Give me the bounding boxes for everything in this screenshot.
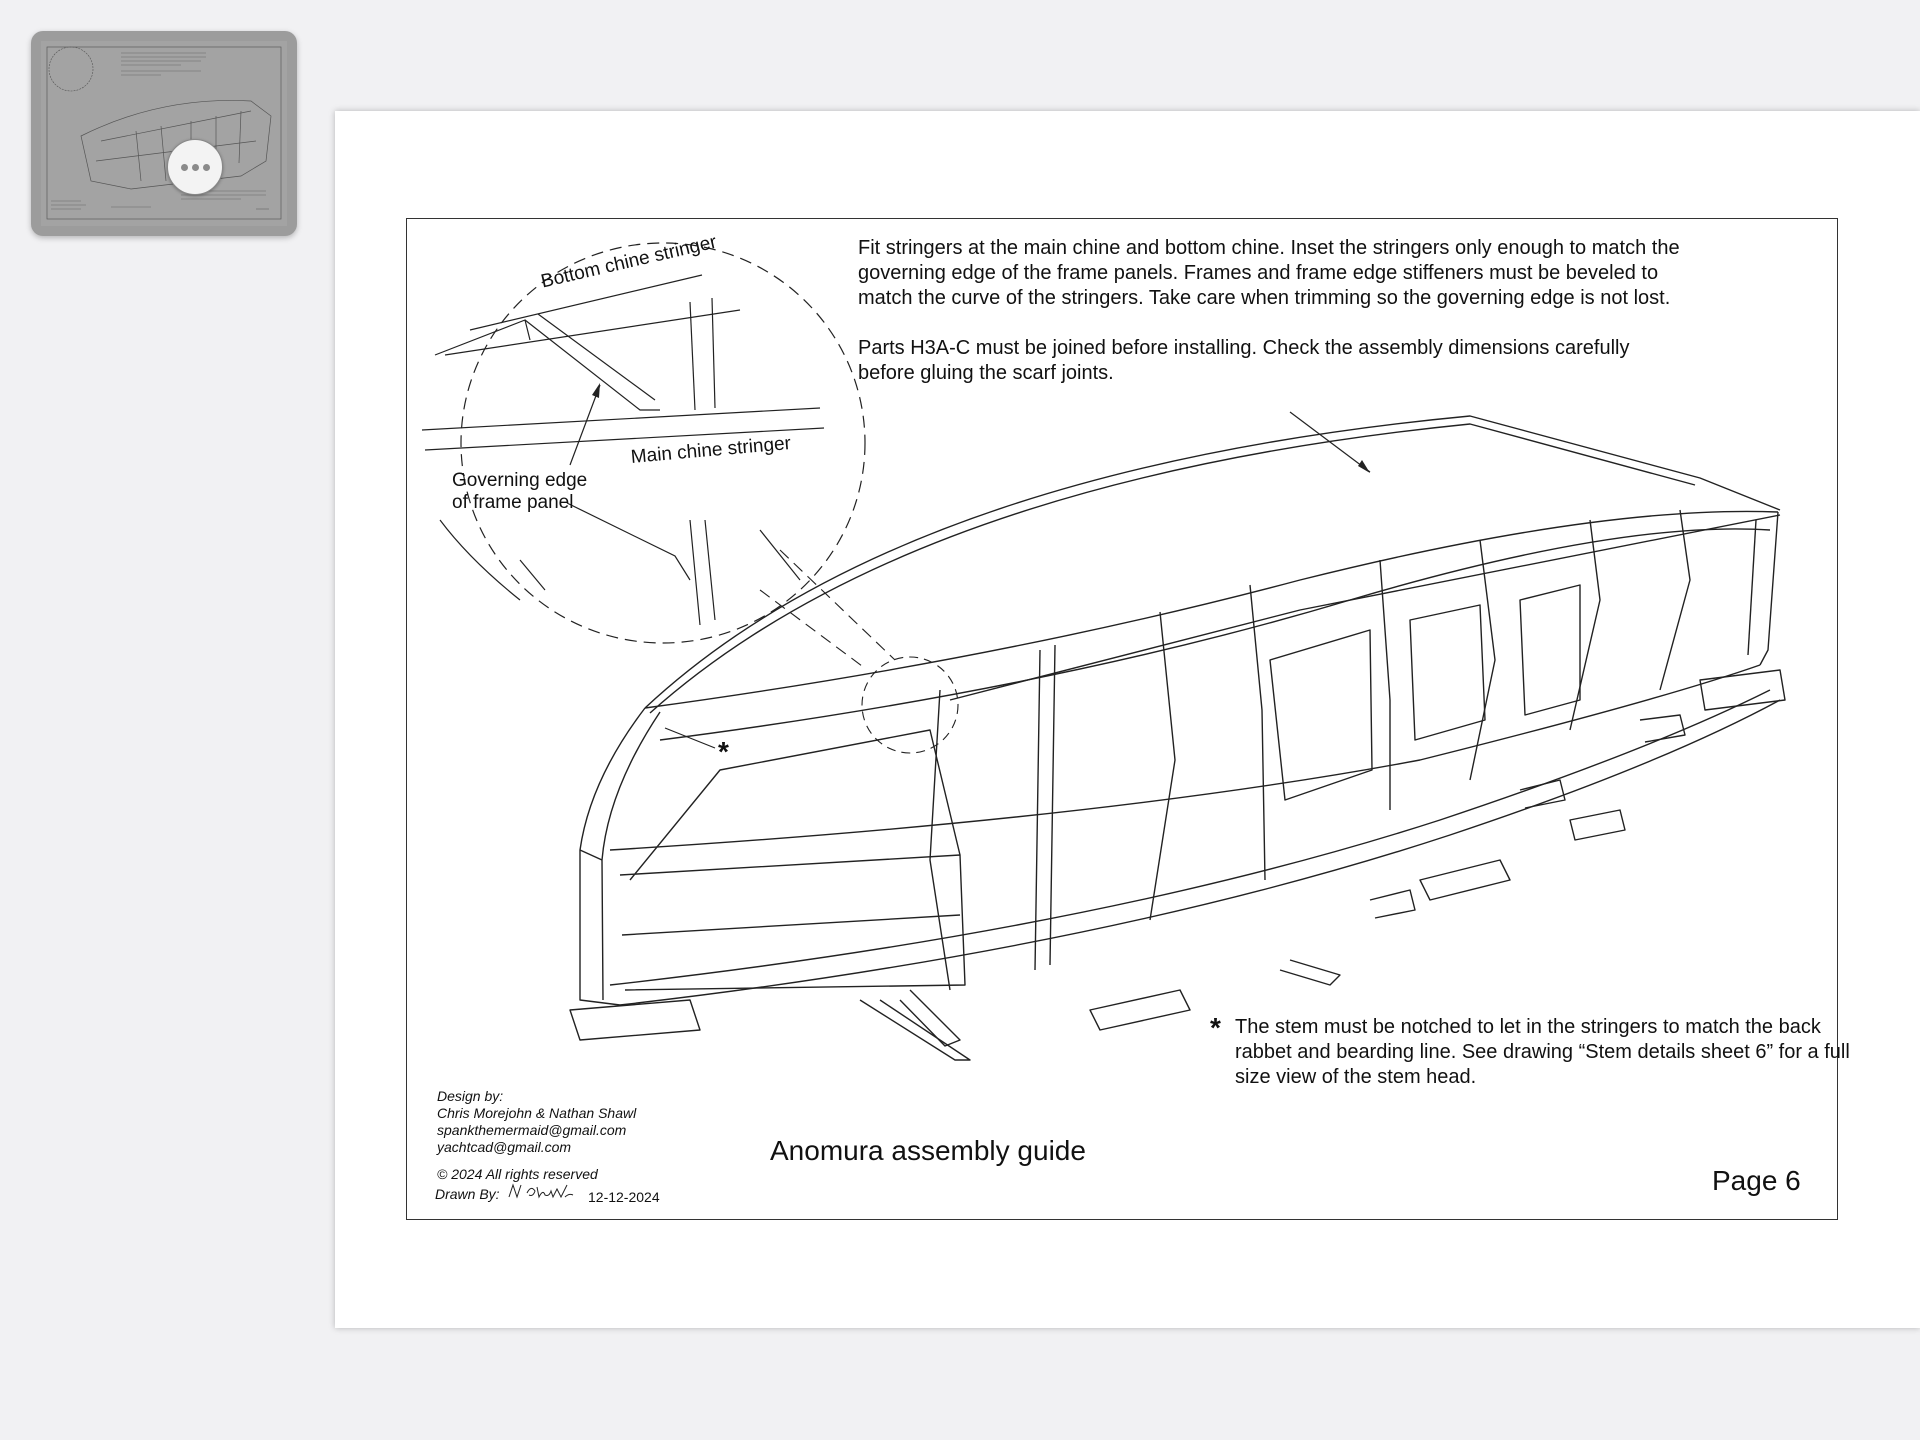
email-1: spankthemermaid@gmail.com	[437, 1122, 627, 1138]
email-2: yachtcad@gmail.com	[437, 1139, 572, 1155]
stem-note	[1210, 1012, 1855, 1090]
assembly-notes	[858, 236, 1688, 411]
stem-note-text: The stem must be notched to let in the stringers to match the back rabbet and bearding line. See drawing “Stem details sheet 6” for a full size view of the stem head.	[1235, 1016, 1850, 1088]
asterisk-icon: *	[1210, 1012, 1221, 1043]
designer-names: Chris Morejohn & Nathan Shawl	[437, 1105, 637, 1121]
main-chine-stringer-label: Main chine stringer	[630, 433, 792, 468]
note-paragraph: Parts H3A-C must be joined before installing. Check the assembly dimensions carefully before gluing the scarf joints.	[858, 337, 1630, 384]
stem-asterisk-marker: *	[718, 736, 729, 767]
document-title: Anomura assembly guide	[770, 1135, 1086, 1166]
design-by-label: Design by:	[437, 1088, 504, 1104]
design-credits	[437, 1088, 636, 1156]
note-paragraph: Fit stringers at the main chine and bottom chine. Inset the stringers only enough to match the governing edge of the frame panels. Frames and frame edge stiffeners must be beveled to match the curve of the stringers. Take care when trimming so the governing edge is not lost.	[858, 237, 1680, 309]
page-number: Page 6	[1712, 1165, 1801, 1196]
governing-edge-label-line2: of frame panel	[452, 492, 574, 513]
copyright-notice: © 2024 All rights reserved	[437, 1166, 598, 1182]
governing-edge-label-line1: Governing edge	[452, 470, 588, 491]
bottom-chine-stringer-label: Bottom chine stringer	[539, 231, 719, 293]
signature	[505, 1181, 575, 1203]
drawn-date: 12-12-2024	[588, 1189, 660, 1205]
drawn-by-label: Drawn By:	[435, 1186, 500, 1202]
